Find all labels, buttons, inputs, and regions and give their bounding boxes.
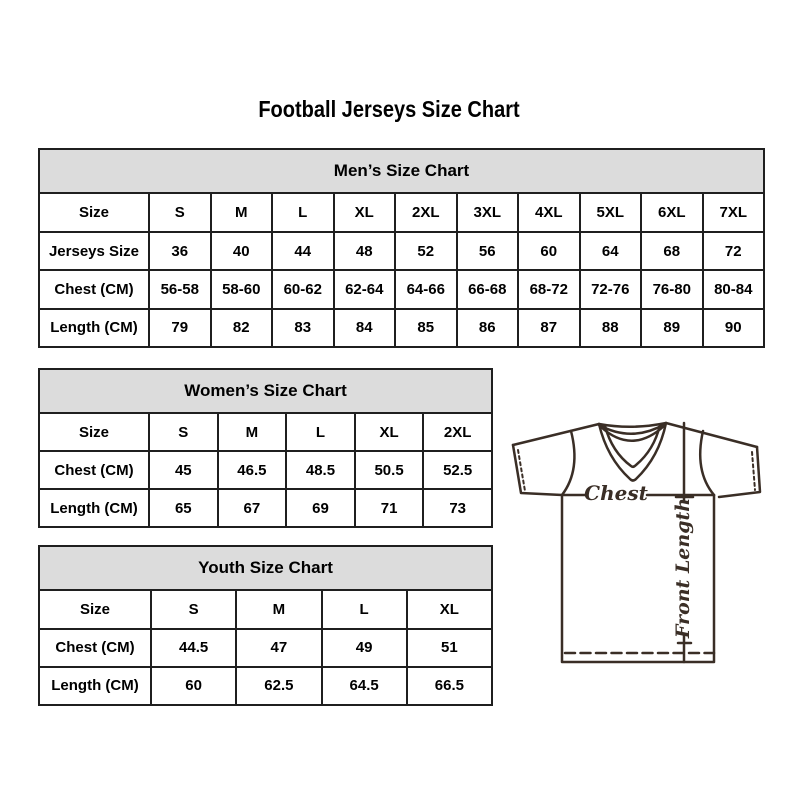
column-header-cell: XL — [355, 413, 424, 451]
corner-header-cell: Size — [39, 590, 151, 628]
row-header-cell: Length (CM) — [39, 489, 149, 527]
corner-header-cell: Size — [39, 413, 149, 451]
womens-row-1 — [39, 451, 492, 489]
column-header-cell: 7XL — [703, 193, 765, 231]
column-header-cell: 5XL — [580, 193, 642, 231]
value-cell: 66-68 — [457, 270, 519, 308]
mens-row-2 — [39, 270, 764, 308]
value-cell: 84 — [334, 309, 396, 347]
column-header-cell: 2XL — [395, 193, 457, 231]
row-header-cell: Length (CM) — [39, 309, 149, 347]
corner-header-cell: Size — [39, 193, 149, 231]
mens-size-table — [38, 148, 765, 348]
value-cell: 79 — [149, 309, 211, 347]
value-cell: 47 — [236, 629, 321, 667]
value-cell: 52.5 — [423, 451, 492, 489]
right-sleeve-seam — [700, 431, 714, 495]
value-cell: 49 — [322, 629, 407, 667]
mens-title-row — [39, 149, 764, 193]
value-cell: 67 — [218, 489, 287, 527]
value-cell: 48 — [334, 232, 396, 270]
row-header-cell: Chest (CM) — [39, 270, 149, 308]
womens-size-table — [38, 368, 493, 528]
value-cell: 68-72 — [518, 270, 580, 308]
front-length-label: Front Length — [672, 497, 694, 639]
value-cell: 46.5 — [218, 451, 287, 489]
column-header-cell: XL — [334, 193, 396, 231]
column-header-cell: S — [151, 590, 236, 628]
row-header-cell: Chest (CM) — [39, 451, 149, 489]
value-cell: 60 — [151, 667, 236, 705]
left-sleeve-outline — [513, 445, 562, 495]
value-cell: 64 — [580, 232, 642, 270]
value-cell: 56-58 — [149, 270, 211, 308]
womens-table-title: Women’s Size Chart — [39, 369, 492, 413]
value-cell: 69 — [286, 489, 355, 527]
column-header-cell: 2XL — [423, 413, 492, 451]
value-cell: 72-76 — [580, 270, 642, 308]
value-cell: 82 — [211, 309, 273, 347]
youth-row-0 — [39, 590, 492, 628]
value-cell: 60-62 — [272, 270, 334, 308]
value-cell: 44 — [272, 232, 334, 270]
value-cell: 68 — [641, 232, 703, 270]
value-cell: 60 — [518, 232, 580, 270]
column-header-cell: L — [322, 590, 407, 628]
value-cell: 48.5 — [286, 451, 355, 489]
value-cell: 44.5 — [151, 629, 236, 667]
value-cell: 76-80 — [641, 270, 703, 308]
womens-row-0 — [39, 413, 492, 451]
value-cell: 51 — [407, 629, 492, 667]
value-cell: 52 — [395, 232, 457, 270]
mens-row-3 — [39, 309, 764, 347]
column-header-cell: 3XL — [457, 193, 519, 231]
left-sleeve-seam — [562, 431, 574, 495]
value-cell: 73 — [423, 489, 492, 527]
womens-row-2 — [39, 489, 492, 527]
column-header-cell: 6XL — [641, 193, 703, 231]
mens-row-0 — [39, 193, 764, 231]
column-header-cell: L — [286, 413, 355, 451]
chest-label: Chest — [584, 481, 648, 505]
value-cell: 36 — [149, 232, 211, 270]
row-header-cell: Jerseys Size — [39, 232, 149, 270]
value-cell: 90 — [703, 309, 765, 347]
value-cell: 72 — [703, 232, 765, 270]
value-cell: 85 — [395, 309, 457, 347]
youth-row-1 — [39, 629, 492, 667]
value-cell: 66.5 — [407, 667, 492, 705]
right-cuff-dashed-line — [752, 452, 755, 490]
value-cell: 45 — [149, 451, 218, 489]
value-cell: 58-60 — [211, 270, 273, 308]
value-cell: 65 — [149, 489, 218, 527]
womens-title-row — [39, 369, 492, 413]
page-title: Football Jerseys Size Chart — [258, 96, 520, 122]
youth-size-table — [38, 545, 493, 706]
value-cell: 86 — [457, 309, 519, 347]
column-header-cell: M — [218, 413, 287, 451]
row-header-cell: Chest (CM) — [39, 629, 151, 667]
value-cell: 64.5 — [322, 667, 407, 705]
value-cell: 71 — [355, 489, 424, 527]
column-header-cell: XL — [407, 590, 492, 628]
column-header-cell: M — [236, 590, 321, 628]
value-cell: 89 — [641, 309, 703, 347]
collar-top-line — [599, 423, 666, 427]
value-cell: 62-64 — [334, 270, 396, 308]
value-cell: 80-84 — [703, 270, 765, 308]
value-cell: 83 — [272, 309, 334, 347]
column-header-cell: S — [149, 413, 218, 451]
youth-row-2 — [39, 667, 492, 705]
value-cell: 88 — [580, 309, 642, 347]
column-header-cell: M — [211, 193, 273, 231]
row-header-cell: Length (CM) — [39, 667, 151, 705]
value-cell: 40 — [211, 232, 273, 270]
jersey-outline-icon — [513, 423, 760, 662]
jersey-labels — [584, 481, 694, 639]
column-header-cell: L — [272, 193, 334, 231]
jersey-measurement-diagram — [505, 413, 765, 673]
value-cell: 87 — [518, 309, 580, 347]
value-cell: 56 — [457, 232, 519, 270]
mens-row-1 — [39, 232, 764, 270]
value-cell: 62.5 — [236, 667, 321, 705]
left-shoulder-line — [513, 424, 599, 445]
youth-table-title: Youth Size Chart — [39, 546, 492, 590]
column-header-cell: 4XL — [518, 193, 580, 231]
right-shoulder-line — [666, 423, 757, 447]
youth-title-row — [39, 546, 492, 590]
column-header-cell: S — [149, 193, 211, 231]
mens-table-title: Men’s Size Chart — [39, 149, 764, 193]
value-cell: 50.5 — [355, 451, 424, 489]
value-cell: 64-66 — [395, 270, 457, 308]
